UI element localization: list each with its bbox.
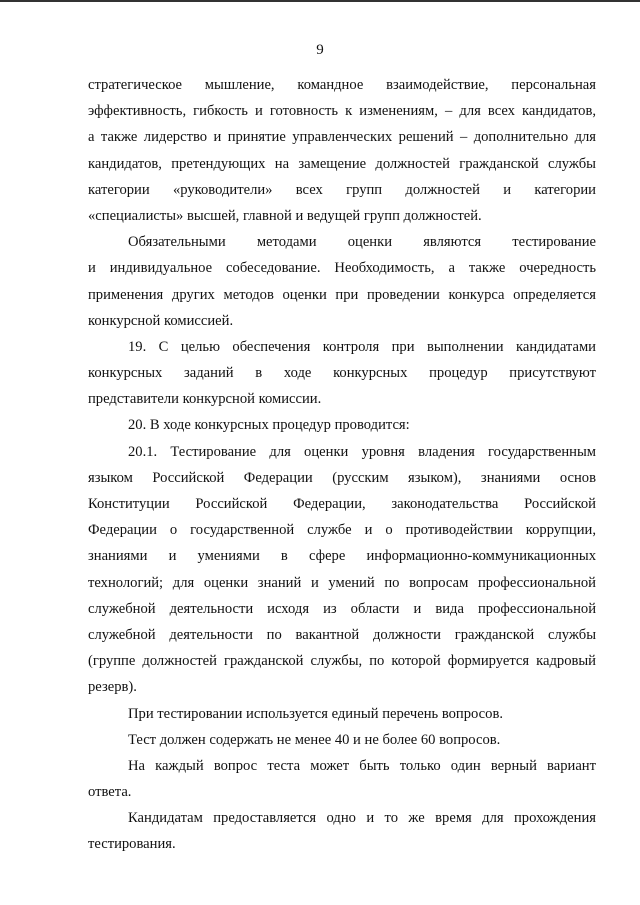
page-number: 9	[316, 42, 324, 58]
text-line: стратегическое мышление, командное взаимодействие, персональная	[88, 77, 596, 93]
text-line: а также лидерство и принятие управленческих решений – дополнительно для	[88, 129, 596, 146]
text-line: служебной деятельности исходя из области и вида профессиональной	[88, 600, 596, 617]
text-line: категории «руководители» всех групп должностей и категории	[88, 181, 596, 198]
text-line: применения других методов оценки при проведении конкурса определяется	[88, 286, 596, 303]
text-line: 20. В ходе конкурсных процедур проводится:	[128, 417, 410, 434]
text-line: и индивидуальное собеседование. Необходимость, а также очередность	[88, 260, 596, 277]
paragraph	[88, 727, 596, 753]
text-line: тестирования.	[88, 836, 176, 853]
text-line: Тест должен содержать не менее 40 и не более 60 вопросов.	[128, 731, 501, 748]
text-line: технологий; для оценки знаний и умений по вопросам профессиональной	[88, 574, 596, 591]
text-line: Конституции Российской Федерации, законодательства Российской	[88, 496, 596, 512]
text-line: конкурсной комиссией.	[88, 312, 234, 329]
paragraph	[88, 229, 596, 334]
text-line: резерв).	[88, 679, 137, 696]
paragraph	[88, 701, 596, 727]
paragraph	[88, 439, 596, 701]
paragraph	[88, 334, 596, 413]
text-line: (группе должностей гражданской службы, по которой формируется кадровый	[88, 653, 596, 670]
text-line: знаниями и умениями в сфере информационно-коммуникационных	[88, 548, 596, 565]
text-line: представители конкурсной комиссии.	[88, 391, 322, 408]
paragraph	[88, 72, 596, 229]
text-line: Кандидатам предоставляется одно и то же время для прохождения	[128, 810, 596, 827]
text-line: «специалисты» высшей, главной и ведущей групп должностей.	[88, 207, 482, 224]
paragraph	[88, 753, 596, 805]
text-line: 19. С целью обеспечения контроля при выполнении кандидатами	[128, 338, 596, 355]
text-line: Обязательными методами оценки являются тестирование	[128, 234, 596, 251]
text-line: языком Российской Федерации (русским языком), знаниями основ	[88, 469, 596, 486]
text-line: 20.1. Тестирование для оценки уровня владения государственным	[128, 443, 596, 460]
text-line: кандидатов, претендующих на замещение должностей гражданской службы	[88, 155, 596, 172]
text-line: конкурсных заданий в ходе конкурсных процедур присутствуют	[88, 365, 596, 382]
text-line: служебной деятельности по вакантной должности гражданской службы	[88, 626, 596, 643]
text-line: При тестировании используется единый перечень вопросов.	[128, 705, 503, 722]
text-line: На каждый вопрос теста может быть только один верный вариант	[128, 757, 596, 774]
text-line: эффективность, гибкость и готовность к изменениям, – для всех кандидатов,	[88, 103, 596, 120]
text-line: ответа.	[88, 784, 132, 801]
paragraph	[88, 412, 596, 438]
text-line: Федерации о государственной службе и о противодействии коррупции,	[88, 522, 596, 539]
document-body	[88, 72, 596, 858]
paragraph	[88, 805, 596, 857]
top-border-rule	[0, 0, 640, 2]
